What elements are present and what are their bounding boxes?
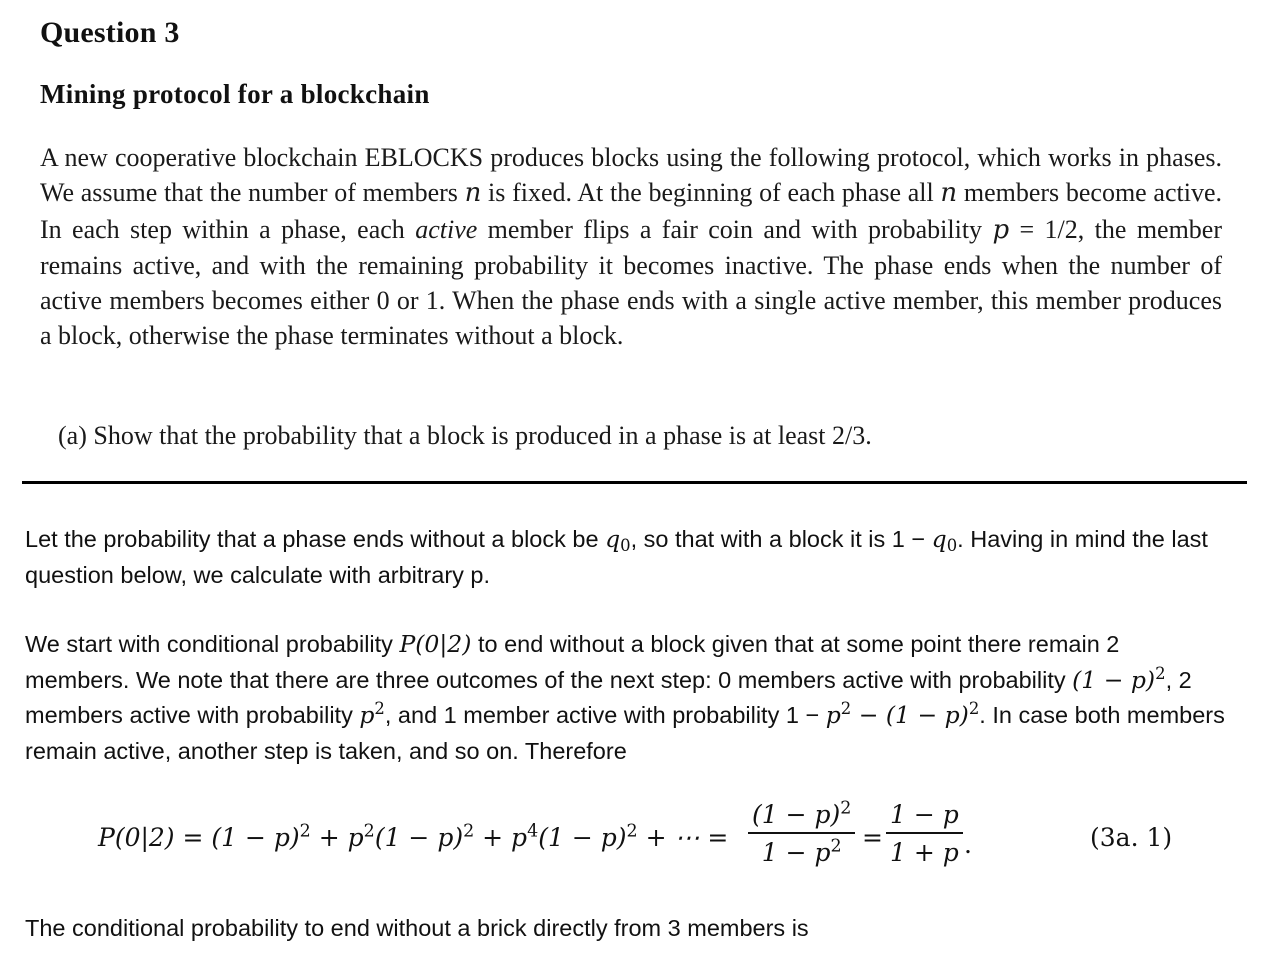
text: to end without a block given that at some point there remain 2 members. We note that there are three outcomes of the next step: 0 members active with probability xyxy=(25,631,1120,693)
subscript: 0 xyxy=(946,536,958,556)
problem-text-4: member flips a fair coin and with probability xyxy=(477,214,993,244)
var-n: n xyxy=(464,178,482,209)
question-subtitle: Mining protocol for a blockchain xyxy=(40,79,430,109)
text: , and 1 member active with probability 1 − xyxy=(384,702,826,728)
math-expression: $p^2 - (1 - p)^2$ xyxy=(825,698,980,729)
equation-number: (3a. 1) xyxy=(1090,823,1173,852)
fraction-bar xyxy=(886,832,963,834)
math-p-sq: $p^2$ xyxy=(359,698,385,729)
text: . In case both members remain active, another step is taken, and so on. Therefore xyxy=(25,702,1225,764)
problem-text-3: members become active. In each step within a phase, each xyxy=(40,178,1222,244)
var-p: p xyxy=(992,214,1010,245)
problem-statement xyxy=(40,140,1222,354)
equals-sign: = xyxy=(862,823,883,852)
fraction-bar xyxy=(748,832,855,834)
fraction-2 xyxy=(886,800,963,867)
problem-text-5: = 1/2, the member remains active, and with the remaining probability it becomes inactive. The phase ends when the number of active members becomes either 0 or 1. When the phase ends with a single active member, this member produces a block, otherwise the phase terminates without a block. xyxy=(40,214,1223,351)
math-p02: P(0|2) xyxy=(399,630,472,658)
text: , 2 members active with probability xyxy=(25,666,1192,728)
text: . Having in mind the last question below, we calculate with arbitrary p. xyxy=(25,526,1208,588)
emphasis-active: active xyxy=(415,214,478,244)
problem-text-1: A new cooperative blockchain EBLOCKS produces blocks using the following protocol, which works in phases. We assume that the number of members xyxy=(40,143,1222,208)
var-n: n xyxy=(940,178,958,209)
solution-paragraph-1 xyxy=(25,522,1225,593)
math-q0: $q_0$ xyxy=(931,525,958,556)
solution-paragraph-3: The conditional probability to end without a brick directly from 3 members is xyxy=(25,915,809,941)
part-a-question: (a) Show that the probability that a block is produced in a phase is at least 2/3. xyxy=(58,421,872,450)
period: . xyxy=(964,830,972,859)
denominator: 1 + p xyxy=(890,838,959,867)
numerator: $(1 - p)^2$ xyxy=(752,798,852,829)
section-divider xyxy=(22,481,1247,484)
problem-text-2: is fixed. At the beginning of each phase all xyxy=(481,178,941,208)
question-title: Question 3 xyxy=(40,16,180,49)
text: , so that with a block it is 1 − xyxy=(630,526,932,552)
denominator: $1 - p^2$ xyxy=(761,836,842,867)
numerator: 1 − p xyxy=(890,800,959,829)
math-q0: $q_0$ xyxy=(605,525,631,556)
subscript: 0 xyxy=(620,536,631,556)
solution-paragraph-2 xyxy=(25,627,1225,769)
text: We start with conditional probability xyxy=(25,631,400,657)
fraction-1 xyxy=(748,800,855,867)
math-one-minus-p-sq: $(1 - p)^2$ xyxy=(1072,663,1166,694)
equation-sum: $P(0|2) = (1 - p)^2 + p^2(1 - p)^2 + p^4(1 - p)^2$ + ⋯ = xyxy=(98,821,729,852)
text: Let the probability that a phase ends without a block be xyxy=(25,526,606,552)
